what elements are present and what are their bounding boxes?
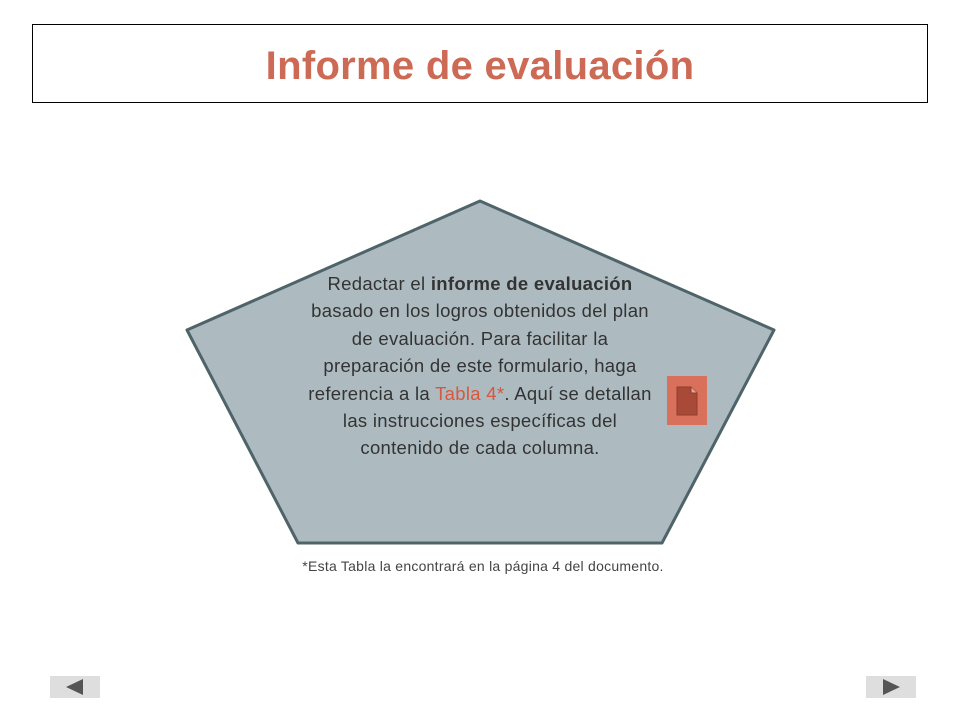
body-text-part3: . Aquí se detallan las instrucciones específicas del contenido de cada columna. bbox=[342, 382, 652, 459]
body-text bbox=[303, 270, 657, 462]
body-text-bold: informe de evaluación bbox=[430, 273, 633, 294]
footnote: *Esta Tabla la encontrará en la página 4 del documento. bbox=[302, 558, 664, 574]
body-text-part2: basado en los logros obtenidos del plan de evaluación. Para facilitar la preparación de este formulario, haga referencia a la bbox=[308, 300, 649, 404]
document-icon bbox=[676, 386, 698, 416]
page-title: Informe de evaluación bbox=[265, 44, 695, 88]
body-text-part1: Redactar el bbox=[327, 273, 431, 294]
document-button[interactable] bbox=[667, 376, 707, 425]
table-4-link[interactable]: Tabla 4* bbox=[435, 382, 505, 404]
previous-button[interactable] bbox=[50, 676, 100, 698]
arrow-right-icon bbox=[866, 676, 916, 698]
arrow-left-icon bbox=[50, 676, 100, 698]
next-button[interactable] bbox=[866, 676, 916, 698]
